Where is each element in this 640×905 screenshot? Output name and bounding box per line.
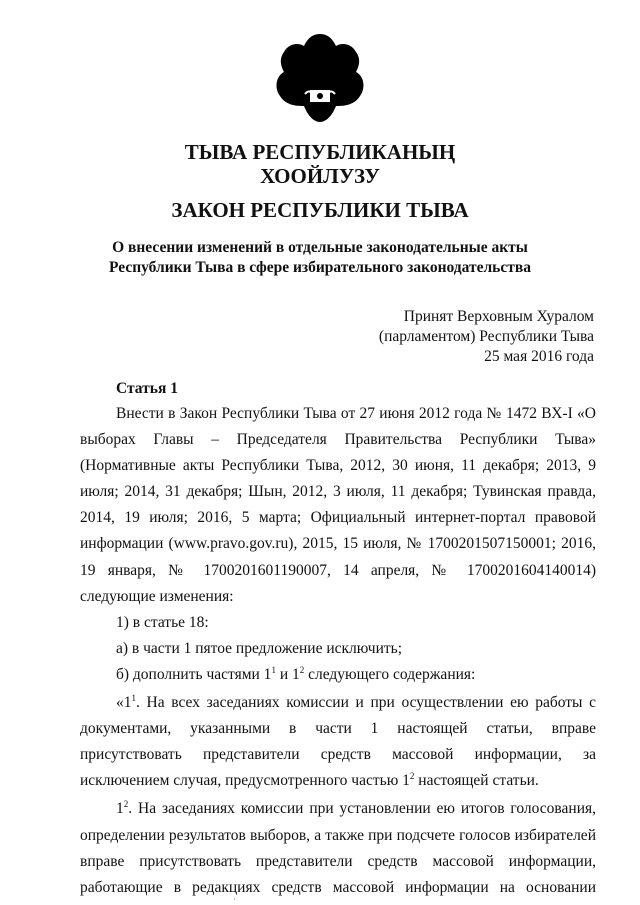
superscript: 1 [271,664,276,675]
title-line-1: ТЫВА РЕСПУБЛИКАНЫҢ [184,140,456,164]
superscript: 2 [299,664,305,675]
part-text: настоящей статьи. [414,772,539,790]
part-text: . На заседаниях комиссии при установлении ею итогов голосования, определении результатов выборов, а также при подсчете голосов избирателей вправе присутствовать представители средств массовой информации, работающие в редакциях средств массовой информации на основании [80,800,596,896]
part-number: «1 [116,694,132,712]
title-line-2: ХООЙЛУЗУ [260,164,380,188]
superscript: 1 [131,693,136,704]
item-b-text: следующего содержания: [304,665,476,683]
scan-mark: · [233,895,236,904]
item-a: а) в части 1 пятое предложение исключить; [116,639,403,657]
article-body [80,401,596,901]
adoption-line-1: Принят Верховным Хуралом [403,308,594,325]
superscript: 2 [409,771,415,782]
subtitle-line-2: Республики Тыва в сфере избирательного законодательства [108,259,531,276]
adoption-date: 25 мая 2016 года [484,348,594,365]
item-1: 1) в статье 18: [116,613,209,631]
article-intro: Внести в Закон Республики Тыва от 27 июня 2012 года № 1472 ВХ-I «О выборах Главы – Председателя Правительства Республики Тыва» (Нормативные акты Республики Тыва, 2012, 30 июня, 11 декабря; 2013, 9 июля; 2014, 31 декабря; Шын, 2012, 3 июля, 11 декабря; Тувинская правда, 2014, 19 июля; 2016, 5 марта; Официальный интернет-портал правовой информации (www.pravo.gov.ru), 2015, 15 июля, № 1700201507150001; 2016, 19 января, № 1700201601190007, 14 апреля, № 1700201604140014) следующие изменения: [80,405,596,605]
subtitle-line-1: О внесении изменений в отдельные законодательные акты [112,239,528,256]
item-b-text: б) дополнить частями 1 [116,665,272,683]
part-1-1 [80,690,596,794]
law-subtitle [0,238,640,278]
article-heading: Статья 1 [116,380,178,397]
coat-of-arms-icon [272,30,368,126]
superscript: 2 [123,799,129,810]
item-b-text: и 1 [275,665,300,683]
adoption-line-2: (парламентом) Республики Тыва [378,328,594,345]
republic-title-tuvan [0,140,640,188]
part-text: . На всех заседаниях комиссии и при осуществлении ею работы с документами, указанными в части 1 настоящей статьи, вправе присутствовать представители средств массовой информации, за исключением случая, предусмотренного частью 1 [80,694,596,790]
adoption-block [379,307,594,367]
item-b [80,662,596,688]
part-1-2 [80,796,596,900]
part-number: 1 [116,800,124,818]
law-title: ЗАКОН РЕСПУБЛИКИ ТЫВА [171,198,469,222]
